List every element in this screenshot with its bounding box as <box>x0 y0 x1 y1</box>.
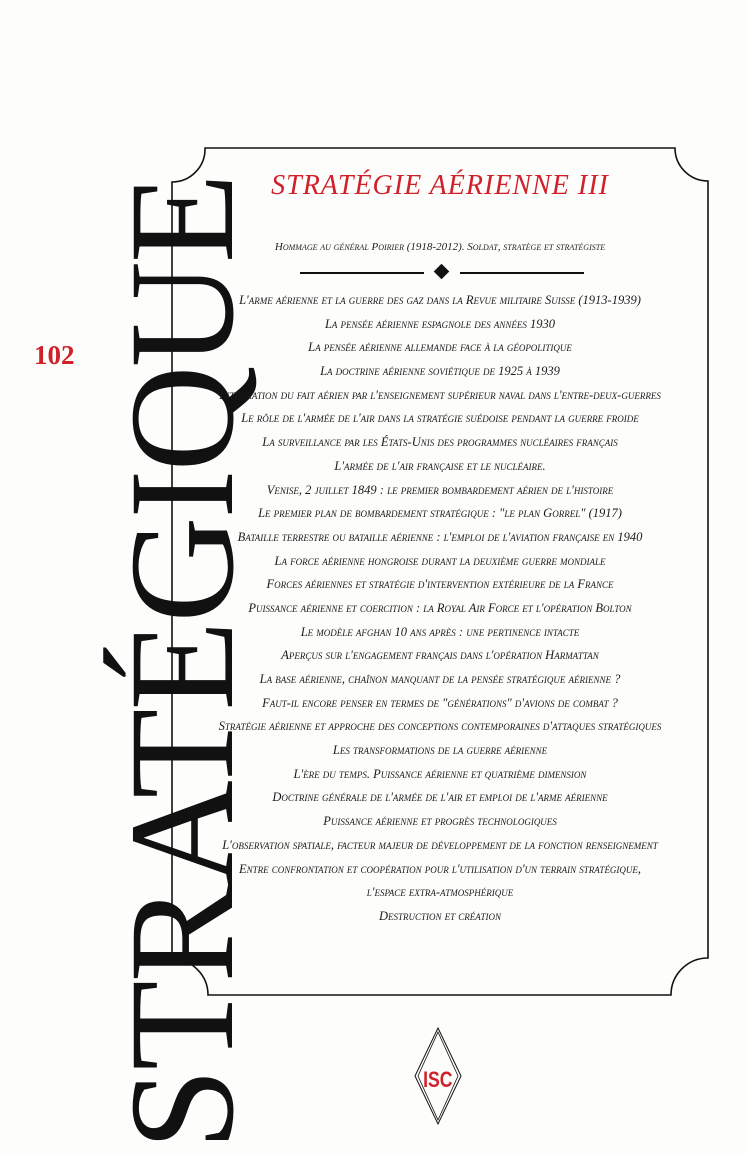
issue-number: 102 <box>34 340 75 370</box>
diamond-icon <box>434 264 450 280</box>
toc-item: l'espace extra-atmosphérique <box>366 885 514 900</box>
toc-item: Venise, 2 juillet 1849 : le premier bombardement aérien de l'histoire <box>266 482 614 497</box>
divider-line <box>460 272 584 274</box>
toc-item: Doctrine générale de l'armée de l'air et emploi de l'arme aérienne <box>272 790 608 805</box>
toc-item: Aperçus sur l'engagement français dans l'opération Harmattan <box>281 648 599 663</box>
toc-item: La pensée aérienne allemande face à la géopolitique <box>308 340 572 355</box>
toc-item: Puissance aérienne et progrès technologiques <box>323 814 557 829</box>
toc-item: Bataille terrestre ou bataille aérienne : l'emploi de l'aviation française en 1940 <box>237 529 643 544</box>
toc-item: L'ère du temps. Puissance aérienne et quatrième dimension <box>293 766 587 781</box>
toc-item: La base aérienne, chaînon manquant de la pensée stratégique aérienne ? <box>259 672 621 686</box>
toc-item: Les transformations de la guerre aérienne <box>332 743 548 758</box>
toc-item: L'arme aérienne et la guerre des gaz dans la Revue militaire Suisse (1913-1939) <box>239 293 641 307</box>
toc-item: Faut-il encore penser en termes de "générations" d'avions de combat ? <box>262 695 618 710</box>
table-of-contents <box>172 290 708 930</box>
toc-item: Forces aériennes et stratégie d'intervention extérieure de la France <box>266 577 614 592</box>
cover-title: STRATÉGIE AÉRIENNE III <box>271 170 609 201</box>
journal-name-text: STRATÉGIQUE <box>99 175 265 1151</box>
toc-item: La pensée aérienne espagnole des années 1930 <box>324 316 556 331</box>
toc-item: Intégration du fait aérien par l'enseignement supérieur naval dans l'entre-deux-guerres <box>219 387 661 402</box>
toc-item: La doctrine aérienne soviétique de 1925 à 1939 <box>320 364 560 379</box>
divider-line <box>300 272 424 274</box>
divider-ornament <box>300 265 586 281</box>
toc-item: Le rôle de l'armée de l'air dans la stratégie suédoise pendant la guerre froide <box>241 411 639 426</box>
toc-item: Destruction et création <box>379 908 501 923</box>
toc-item: Puissance aérienne et coercition : la Royal Air Force et l'opération Bolton <box>248 600 632 615</box>
toc-item: Stratégie aérienne et approche des conceptions contemporaines d'attaques stratégiques <box>218 719 662 734</box>
toc-item: La surveillance par les États-Unis des programmes nucléaires français <box>262 435 618 450</box>
svg-text:ISC: ISC <box>423 1068 453 1093</box>
toc-item: L'armée de l'air française et le nucléaire. <box>334 458 546 473</box>
toc-item: Le premier plan de bombardement stratégique : "le plan Gorrel" (1917) <box>258 506 622 521</box>
toc-item: La force aérienne hongroise durant la deuxième guerre mondiale <box>274 553 606 568</box>
isc-logo <box>413 1026 463 1126</box>
cover-subtitle: Hommage au général Poirier (1918-2012). Soldat, stratège et stratégiste <box>274 241 606 253</box>
toc-item: Le modèle afghan 10 ans après : une pertinence intacte <box>300 624 580 639</box>
toc-item: Entre confrontation et coopération pour l'utilisation d'un terrain stratégique, <box>238 861 642 876</box>
toc-item: L'observation spatiale, facteur majeur de développement de la fonction renseignement <box>222 837 658 852</box>
